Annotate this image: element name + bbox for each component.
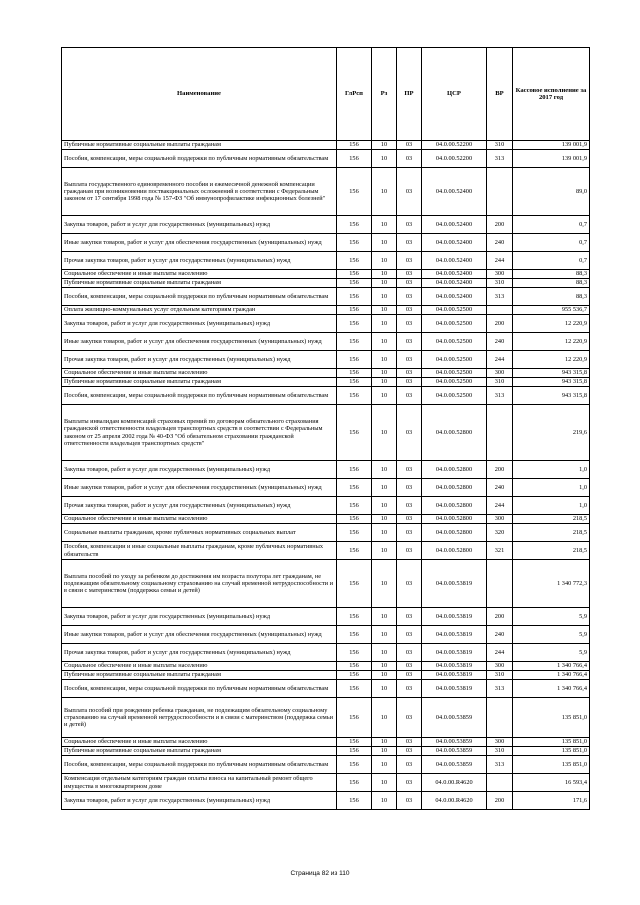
table-row — [62, 738, 590, 747]
table-row — [62, 680, 590, 698]
row-name: Выплаты инвалидам компенсаций страховых премий по договорам обязательного страхования гражданской ответственности владельцев транспортных средств в соответствии с Федеральным законом от 25 апреля 2002 года № 40-ФЗ "Об обязательном страховании гражданской ответственности владельцев транспортных средств" — [62, 405, 337, 461]
row-pr: 03 — [397, 698, 422, 738]
table-row — [62, 756, 590, 774]
row-rz: 10 — [372, 644, 397, 662]
row-name: Социальные выплаты гражданам, кроме публичных нормативных социальных выплат — [62, 524, 337, 542]
row-sum: 219,6 — [513, 405, 590, 461]
row-name: Пособия, компенсации, меры социальной поддержки по публичным нормативным обязательствам — [62, 387, 337, 405]
row-sum: 171,6 — [513, 792, 590, 810]
row-vr: 300 — [487, 270, 513, 279]
table-row — [62, 270, 590, 279]
row-name: Публичные нормативные социальные выплаты гражданам — [62, 671, 337, 680]
row-name: Прочая закупка товаров, работ и услуг для государственных (муниципальных) нужд — [62, 252, 337, 270]
row-name: Закупка товаров, работ и услуг для государственных (муниципальных) нужд — [62, 792, 337, 810]
table-row — [62, 644, 590, 662]
row-csr: 04.0.00.53819 — [422, 662, 487, 671]
row-sum: 135 851,0 — [513, 756, 590, 774]
row-csr: 04.0.00.53859 — [422, 738, 487, 747]
row-csr: 04.0.00.53819 — [422, 608, 487, 626]
table-row — [62, 306, 590, 315]
row-sum: 0,7 — [513, 234, 590, 252]
row-name: Закупка товаров, работ и услуг для государственных (муниципальных) нужд — [62, 216, 337, 234]
row-pr: 03 — [397, 369, 422, 378]
row-vr: 320 — [487, 524, 513, 542]
header-vr: ВР — [487, 48, 513, 141]
row-rz: 10 — [372, 680, 397, 698]
row-rz: 10 — [372, 315, 397, 333]
row-vr: 313 — [487, 756, 513, 774]
row-vr: 310 — [487, 747, 513, 756]
row-csr: 04.0.00.52800 — [422, 405, 487, 461]
row-sum: 1 340 766,4 — [513, 680, 590, 698]
row-grbs: 156 — [337, 306, 372, 315]
row-rz: 10 — [372, 792, 397, 810]
row-name: Прочая закупка товаров, работ и услуг для государственных (муниципальных) нужд — [62, 644, 337, 662]
row-vr: 300 — [487, 369, 513, 378]
row-name: Выплата пособий при рождении ребенка гражданам, не подлежащим обязательному социальному страхованию на случай временной нетрудоспособности и в связи с материнством (поддержка семьи и детей) — [62, 698, 337, 738]
row-grbs: 156 — [337, 216, 372, 234]
table-row — [62, 141, 590, 150]
row-pr: 03 — [397, 792, 422, 810]
header-grbs: ГлРсп — [337, 48, 372, 141]
header-csr: ЦСР — [422, 48, 487, 141]
row-csr: 04.0.00.52500 — [422, 333, 487, 351]
row-csr: 04.0.00.53859 — [422, 756, 487, 774]
row-rz: 10 — [372, 738, 397, 747]
row-sum: 1 340 772,3 — [513, 560, 590, 608]
table-row — [62, 662, 590, 671]
row-name: Оплата жилищно-коммунальных услуг отдельным категориям граждан — [62, 306, 337, 315]
row-rz: 10 — [372, 626, 397, 644]
row-pr: 03 — [397, 542, 422, 560]
row-csr: 04.0.00.52500 — [422, 306, 487, 315]
page-number: Страница 82 из 110 — [290, 870, 350, 877]
row-pr: 03 — [397, 150, 422, 168]
row-vr: 244 — [487, 644, 513, 662]
row-name: Иные закупки товаров, работ и услуг для обеспечения государственных (муниципальных) нужд — [62, 333, 337, 351]
row-csr: 04.0.00.52800 — [422, 479, 487, 497]
row-vr — [487, 774, 513, 792]
row-rz: 10 — [372, 306, 397, 315]
row-vr — [487, 698, 513, 738]
row-csr: 04.0.00.53819 — [422, 644, 487, 662]
row-vr: 200 — [487, 792, 513, 810]
row-sum: 218,5 — [513, 524, 590, 542]
row-grbs: 156 — [337, 168, 372, 216]
row-sum: 139 001,9 — [513, 141, 590, 150]
row-vr — [487, 405, 513, 461]
row-csr: 04.0.00.52800 — [422, 515, 487, 524]
table-row — [62, 497, 590, 515]
row-grbs: 156 — [337, 461, 372, 479]
row-grbs: 156 — [337, 671, 372, 680]
table-row — [62, 216, 590, 234]
row-sum: 1 340 766,4 — [513, 662, 590, 671]
row-vr: 313 — [487, 150, 513, 168]
table-row — [62, 608, 590, 626]
row-csr: 04.0.00.52200 — [422, 141, 487, 150]
row-sum: 16 593,4 — [513, 774, 590, 792]
row-grbs: 156 — [337, 378, 372, 387]
row-pr: 03 — [397, 387, 422, 405]
row-sum: 5,9 — [513, 644, 590, 662]
row-csr: 04.0.00.52400 — [422, 216, 487, 234]
row-grbs: 156 — [337, 150, 372, 168]
row-rz: 10 — [372, 141, 397, 150]
row-sum: 0,7 — [513, 216, 590, 234]
row-grbs: 156 — [337, 497, 372, 515]
header-rz: Рз — [372, 48, 397, 141]
row-sum: 943 315,8 — [513, 369, 590, 378]
row-grbs: 156 — [337, 234, 372, 252]
row-pr: 03 — [397, 288, 422, 306]
row-pr: 03 — [397, 774, 422, 792]
row-name: Пособия, компенсации, меры социальной поддержки по публичным нормативным обязательствам — [62, 756, 337, 774]
row-csr: 04.0.00.52400 — [422, 279, 487, 288]
row-csr: 04.0.00.52800 — [422, 461, 487, 479]
row-csr: 04.0.00.53819 — [422, 626, 487, 644]
row-vr: 200 — [487, 315, 513, 333]
row-csr: 04.0.00.52400 — [422, 288, 487, 306]
row-rz: 10 — [372, 252, 397, 270]
row-name: Социальное обеспечение и иные выплаты населению — [62, 662, 337, 671]
row-rz: 10 — [372, 216, 397, 234]
row-grbs: 156 — [337, 542, 372, 560]
table-row — [62, 315, 590, 333]
row-rz: 10 — [372, 560, 397, 608]
row-vr — [487, 306, 513, 315]
table-row — [62, 405, 590, 461]
row-sum: 139 001,9 — [513, 150, 590, 168]
row-grbs: 156 — [337, 662, 372, 671]
table-row — [62, 461, 590, 479]
row-vr: 313 — [487, 288, 513, 306]
row-sum: 1,0 — [513, 497, 590, 515]
row-sum: 5,9 — [513, 626, 590, 644]
row-name: Социальное обеспечение и иные выплаты населению — [62, 738, 337, 747]
row-name: Выплата пособий по уходу за ребенком до достижения им возраста полутора лет гражданам, не подлежащим обязательному социальному страхованию на случай временной нетрудоспособности и в связи с материнством (поддержка семьи и детей) — [62, 560, 337, 608]
row-rz: 10 — [372, 150, 397, 168]
row-grbs: 156 — [337, 369, 372, 378]
row-vr: 300 — [487, 738, 513, 747]
row-name: Публичные нормативные социальные выплаты гражданам — [62, 378, 337, 387]
row-csr: 04.0.00.R4620 — [422, 774, 487, 792]
row-pr: 03 — [397, 461, 422, 479]
row-rz: 10 — [372, 747, 397, 756]
row-name: Публичные нормативные социальные выплаты гражданам — [62, 279, 337, 288]
row-sum: 1 340 766,4 — [513, 671, 590, 680]
row-rz: 10 — [372, 369, 397, 378]
row-rz: 10 — [372, 524, 397, 542]
row-csr: 04.0.00.53819 — [422, 560, 487, 608]
row-rz: 10 — [372, 288, 397, 306]
table-row — [62, 351, 590, 369]
row-grbs: 156 — [337, 608, 372, 626]
row-sum: 88,3 — [513, 279, 590, 288]
row-grbs: 156 — [337, 626, 372, 644]
row-rz: 10 — [372, 671, 397, 680]
row-csr: 04.0.00.52500 — [422, 378, 487, 387]
header-pr: ПР — [397, 48, 422, 141]
row-pr: 03 — [397, 405, 422, 461]
row-sum: 943 315,8 — [513, 387, 590, 405]
row-rz: 10 — [372, 270, 397, 279]
row-sum: 1,0 — [513, 461, 590, 479]
table-row — [62, 542, 590, 560]
row-sum: 955 536,7 — [513, 306, 590, 315]
row-name: Публичные нормативные социальные выплаты гражданам — [62, 141, 337, 150]
row-name: Социальное обеспечение и иные выплаты населению — [62, 270, 337, 279]
row-csr: 04.0.00.52400 — [422, 168, 487, 216]
row-name: Социальное обеспечение и иные выплаты населению — [62, 369, 337, 378]
row-rz: 10 — [372, 479, 397, 497]
row-vr: 313 — [487, 387, 513, 405]
row-csr: 04.0.00.52800 — [422, 497, 487, 515]
row-rz: 10 — [372, 497, 397, 515]
row-name: Закупка товаров, работ и услуг для государственных (муниципальных) нужд — [62, 461, 337, 479]
row-rz: 10 — [372, 168, 397, 216]
row-sum: 12 220,9 — [513, 333, 590, 351]
row-rz: 10 — [372, 542, 397, 560]
row-sum: 88,3 — [513, 270, 590, 279]
row-pr: 03 — [397, 662, 422, 671]
row-pr: 03 — [397, 608, 422, 626]
table-row — [62, 560, 590, 608]
row-csr: 04.0.00.52500 — [422, 315, 487, 333]
row-vr: 200 — [487, 608, 513, 626]
row-pr: 03 — [397, 168, 422, 216]
row-pr: 03 — [397, 252, 422, 270]
row-name: Пособия, компенсации, меры социальной поддержки по публичным нормативным обязательствам — [62, 288, 337, 306]
row-grbs: 156 — [337, 560, 372, 608]
row-grbs: 156 — [337, 515, 372, 524]
row-grbs: 156 — [337, 792, 372, 810]
row-vr: 244 — [487, 351, 513, 369]
row-pr: 03 — [397, 626, 422, 644]
table-row — [62, 234, 590, 252]
row-vr: 200 — [487, 461, 513, 479]
table-row — [62, 515, 590, 524]
row-pr: 03 — [397, 644, 422, 662]
row-csr: 04.0.00.R4620 — [422, 792, 487, 810]
table-row — [62, 698, 590, 738]
table-row — [62, 378, 590, 387]
row-csr: 04.0.00.52400 — [422, 234, 487, 252]
row-vr: 310 — [487, 671, 513, 680]
table-row — [62, 387, 590, 405]
row-vr: 321 — [487, 542, 513, 560]
row-grbs: 156 — [337, 252, 372, 270]
row-grbs: 156 — [337, 644, 372, 662]
row-csr: 04.0.00.52500 — [422, 369, 487, 378]
row-rz: 10 — [372, 279, 397, 288]
row-rz: 10 — [372, 378, 397, 387]
row-name: Выплата государственного единовременного пособия и ежемесячной денежной компенсации гражданам при возникновении поствакцинальных осложнений в соответствии с Федеральным законом от 17 сентября 1998 года № 157-ФЗ "Об иммунопрофилактике инфекционных болезней" — [62, 168, 337, 216]
row-grbs: 156 — [337, 279, 372, 288]
row-vr: 200 — [487, 216, 513, 234]
row-name: Прочая закупка товаров, работ и услуг для государственных (муниципальных) нужд — [62, 497, 337, 515]
row-rz: 10 — [372, 387, 397, 405]
row-vr — [487, 168, 513, 216]
row-sum: 5,9 — [513, 608, 590, 626]
row-rz: 10 — [372, 461, 397, 479]
table-row — [62, 279, 590, 288]
row-vr: 244 — [487, 252, 513, 270]
table-row — [62, 626, 590, 644]
row-pr: 03 — [397, 234, 422, 252]
row-vr: 244 — [487, 497, 513, 515]
row-grbs: 156 — [337, 270, 372, 279]
row-csr: 04.0.00.52500 — [422, 351, 487, 369]
row-name: Закупка товаров, работ и услуг для государственных (муниципальных) нужд — [62, 315, 337, 333]
row-grbs: 156 — [337, 288, 372, 306]
row-pr: 03 — [397, 351, 422, 369]
row-grbs: 156 — [337, 479, 372, 497]
row-sum: 218,5 — [513, 542, 590, 560]
row-vr: 300 — [487, 515, 513, 524]
row-rz: 10 — [372, 515, 397, 524]
row-csr: 04.0.00.52400 — [422, 270, 487, 279]
row-vr: 240 — [487, 333, 513, 351]
row-grbs: 156 — [337, 774, 372, 792]
table-row — [62, 479, 590, 497]
row-vr: 240 — [487, 234, 513, 252]
row-csr: 04.0.00.53819 — [422, 671, 487, 680]
row-sum: 12 220,9 — [513, 315, 590, 333]
row-pr: 03 — [397, 270, 422, 279]
row-rz: 10 — [372, 351, 397, 369]
row-name: Пособия, компенсации, меры социальной поддержки по публичным нормативным обязательствам — [62, 150, 337, 168]
row-sum: 135 851,0 — [513, 698, 590, 738]
row-grbs: 156 — [337, 315, 372, 333]
row-pr: 03 — [397, 479, 422, 497]
row-vr: 240 — [487, 626, 513, 644]
table-row — [62, 747, 590, 756]
row-sum: 12 220,9 — [513, 351, 590, 369]
row-pr: 03 — [397, 378, 422, 387]
row-grbs: 156 — [337, 405, 372, 461]
row-vr: 300 — [487, 662, 513, 671]
row-rz: 10 — [372, 234, 397, 252]
row-name: Социальное обеспечение и иные выплаты населению — [62, 515, 337, 524]
row-csr: 04.0.00.53859 — [422, 747, 487, 756]
table-row — [62, 333, 590, 351]
row-pr: 03 — [397, 216, 422, 234]
row-pr: 03 — [397, 738, 422, 747]
row-rz: 10 — [372, 756, 397, 774]
row-sum: 943 315,8 — [513, 378, 590, 387]
budget-table — [61, 47, 590, 810]
header-name: Наименование — [62, 48, 337, 141]
table-row — [62, 150, 590, 168]
row-vr: 313 — [487, 680, 513, 698]
row-rz: 10 — [372, 333, 397, 351]
row-name: Компенсация отдельным категориям граждан оплаты взноса на капитальный ремонт общего имущества в многоквартирном доме — [62, 774, 337, 792]
row-vr: 310 — [487, 279, 513, 288]
row-pr: 03 — [397, 680, 422, 698]
table-row — [62, 792, 590, 810]
row-vr — [487, 560, 513, 608]
table-header-row — [62, 48, 590, 141]
table-row — [62, 288, 590, 306]
row-csr: 04.0.00.52400 — [422, 252, 487, 270]
row-grbs: 156 — [337, 387, 372, 405]
row-pr: 03 — [397, 524, 422, 542]
row-pr: 03 — [397, 515, 422, 524]
row-name: Закупка товаров, работ и услуг для государственных (муниципальных) нужд — [62, 608, 337, 626]
row-rz: 10 — [372, 698, 397, 738]
row-sum: 1,0 — [513, 479, 590, 497]
row-name: Пособия, компенсации, меры социальной поддержки по публичным нормативным обязательствам — [62, 680, 337, 698]
row-grbs: 156 — [337, 333, 372, 351]
row-pr: 03 — [397, 756, 422, 774]
row-name: Прочая закупка товаров, работ и услуг для государственных (муниципальных) нужд — [62, 351, 337, 369]
row-name: Иные закупки товаров, работ и услуг для обеспечения государственных (муниципальных) нужд — [62, 626, 337, 644]
row-pr: 03 — [397, 560, 422, 608]
row-rz: 10 — [372, 405, 397, 461]
row-csr: 04.0.00.53819 — [422, 680, 487, 698]
row-pr: 03 — [397, 747, 422, 756]
row-sum: 0,7 — [513, 252, 590, 270]
row-grbs: 156 — [337, 756, 372, 774]
table-row — [62, 671, 590, 680]
row-grbs: 156 — [337, 738, 372, 747]
row-name: Пособия, компенсации и иные социальные выплаты гражданам, кроме публичных нормативных обязательств — [62, 542, 337, 560]
row-sum: 135 851,0 — [513, 738, 590, 747]
row-sum: 218,5 — [513, 515, 590, 524]
table-row — [62, 252, 590, 270]
row-pr: 03 — [397, 671, 422, 680]
row-pr: 03 — [397, 141, 422, 150]
row-pr: 03 — [397, 279, 422, 288]
row-sum: 89,0 — [513, 168, 590, 216]
row-grbs: 156 — [337, 351, 372, 369]
row-csr: 04.0.00.52500 — [422, 387, 487, 405]
row-vr: 310 — [487, 141, 513, 150]
row-pr: 03 — [397, 333, 422, 351]
row-grbs: 156 — [337, 747, 372, 756]
table-row — [62, 369, 590, 378]
row-sum: 88,3 — [513, 288, 590, 306]
row-name: Публичные нормативные социальные выплаты гражданам — [62, 747, 337, 756]
row-vr: 310 — [487, 378, 513, 387]
row-grbs: 156 — [337, 524, 372, 542]
row-pr: 03 — [397, 497, 422, 515]
row-rz: 10 — [372, 774, 397, 792]
row-csr: 04.0.00.52800 — [422, 542, 487, 560]
table-row — [62, 168, 590, 216]
row-grbs: 156 — [337, 141, 372, 150]
row-grbs: 156 — [337, 680, 372, 698]
row-vr: 240 — [487, 479, 513, 497]
row-grbs: 156 — [337, 698, 372, 738]
row-name: Иные закупки товаров, работ и услуг для обеспечения государственных (муниципальных) нужд — [62, 234, 337, 252]
row-sum: 135 851,0 — [513, 747, 590, 756]
row-rz: 10 — [372, 608, 397, 626]
row-pr: 03 — [397, 315, 422, 333]
row-csr: 04.0.00.53859 — [422, 698, 487, 738]
row-name: Иные закупки товаров, работ и услуг для обеспечения государственных (муниципальных) нужд — [62, 479, 337, 497]
table-body — [62, 141, 590, 810]
table-row — [62, 774, 590, 792]
header-sum: Кассовое исполнение за 2017 год — [513, 48, 590, 141]
row-pr: 03 — [397, 306, 422, 315]
table-row — [62, 524, 590, 542]
row-rz: 10 — [372, 662, 397, 671]
row-csr: 04.0.00.52800 — [422, 524, 487, 542]
row-csr: 04.0.00.52200 — [422, 150, 487, 168]
